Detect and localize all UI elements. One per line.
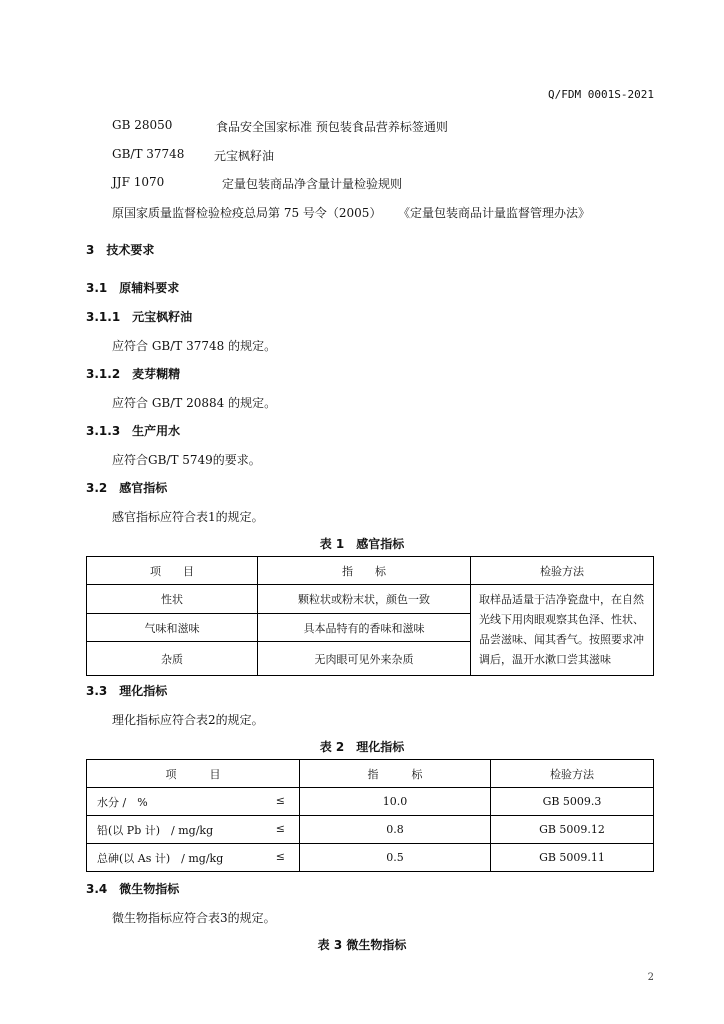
ref-code: JJF 1070 bbox=[112, 175, 165, 189]
section-heading: 3.1.1 元宝枫籽油 bbox=[86, 310, 193, 324]
table-cell: GB 5009.3 bbox=[491, 788, 654, 816]
section-text: 应符合 GB/T 20884 的规定。 bbox=[112, 396, 277, 410]
section-text: 应符合GB/T 5749的要求。 bbox=[112, 453, 261, 467]
section-heading: 3.3 理化指标 bbox=[86, 684, 168, 698]
table-caption: 表 2 理化指标 bbox=[319, 740, 405, 754]
table-cell: 颗粒状或粉末状，颜色一致 bbox=[258, 585, 471, 614]
test-method-cell: 取样品适量于洁净瓷盘中，在自然光线下用肉眼观察其色泽、性状、品尝滋味、闻其香气。按照要求冲调后，温开水漱口尝其滋味 bbox=[471, 585, 654, 676]
table-cell: 无肉眼可见外来杂质 bbox=[258, 642, 471, 676]
ref-title: 元宝枫籽油 bbox=[214, 149, 275, 163]
section-heading: 3.1.2 麦芽糊精 bbox=[86, 367, 181, 381]
section-heading: 3.1.3 生产用水 bbox=[86, 424, 181, 438]
table-header: 检验方法 bbox=[471, 557, 654, 585]
ref-code: 原国家质量监督检验检疫总局第 75 号令（2005） bbox=[112, 206, 382, 220]
item-label: 铅(以 Pb 计) / mg/kg bbox=[97, 823, 214, 837]
ref-code: GB/T 37748 bbox=[112, 147, 185, 161]
table-caption: 表 1 感官指标 bbox=[319, 537, 405, 551]
table-row bbox=[87, 585, 654, 614]
page-number: 2 bbox=[647, 972, 654, 983]
table-cell: GB 5009.11 bbox=[491, 844, 654, 872]
ref-code: GB 28050 bbox=[112, 118, 173, 132]
ref-title: 定量包装商品净含量计量检验规则 bbox=[222, 177, 403, 191]
table-header: 指 标 bbox=[258, 557, 471, 585]
table-cell: 0.8 bbox=[300, 816, 491, 844]
table-header: 指 标 bbox=[300, 760, 491, 788]
section-text: 微生物指标应符合表3的规定。 bbox=[112, 911, 276, 925]
table-cell: 性状 bbox=[87, 585, 258, 614]
section-heading: 3.4 微生物指标 bbox=[86, 882, 180, 896]
table-cell: GB 5009.12 bbox=[491, 816, 654, 844]
table-header: 项 目 bbox=[87, 557, 258, 585]
physicochemical-table bbox=[86, 759, 654, 872]
section-heading: 3.2 感官指标 bbox=[86, 481, 168, 495]
table-cell: 杂质 bbox=[87, 642, 258, 676]
item-label: 水分 / % bbox=[97, 795, 148, 809]
table-header: 项 目 bbox=[87, 760, 300, 788]
table-cell: 具本品特有的香味和滋味 bbox=[258, 614, 471, 642]
ref-title: 《定量包装商品计量监督管理办法》 bbox=[398, 206, 591, 220]
item-label: 总砷(以 As 计) / mg/kg bbox=[97, 851, 224, 865]
table-row bbox=[87, 788, 654, 816]
leq-sign: ≤ bbox=[275, 793, 285, 807]
leq-sign: ≤ bbox=[275, 821, 285, 835]
ref-title: 食品安全国家标准 预包装食品营养标签通则 bbox=[216, 120, 448, 134]
section-heading: 3.1 原辅料要求 bbox=[86, 281, 180, 295]
table-caption: 表 3 微生物指标 bbox=[317, 938, 407, 952]
table-row bbox=[87, 844, 654, 872]
table-cell bbox=[87, 816, 300, 844]
section-text: 理化指标应符合表2的规定。 bbox=[112, 713, 264, 727]
table-cell bbox=[87, 788, 300, 816]
table-header: 检验方法 bbox=[491, 760, 654, 788]
leq-sign: ≤ bbox=[275, 849, 285, 863]
table-cell bbox=[87, 844, 300, 872]
section-heading: 3 技术要求 bbox=[86, 243, 155, 257]
section-text: 应符合 GB/T 37748 的规定。 bbox=[112, 339, 277, 353]
table-cell: 0.5 bbox=[300, 844, 491, 872]
section-text: 感官指标应符合表1的规定。 bbox=[112, 510, 264, 524]
sensory-table bbox=[86, 556, 654, 676]
table-cell: 气味和滋味 bbox=[87, 614, 258, 642]
table-row bbox=[87, 816, 654, 844]
document-id: Q/FDM 0001S-2021 bbox=[548, 88, 654, 101]
table-cell: 10.0 bbox=[300, 788, 491, 816]
